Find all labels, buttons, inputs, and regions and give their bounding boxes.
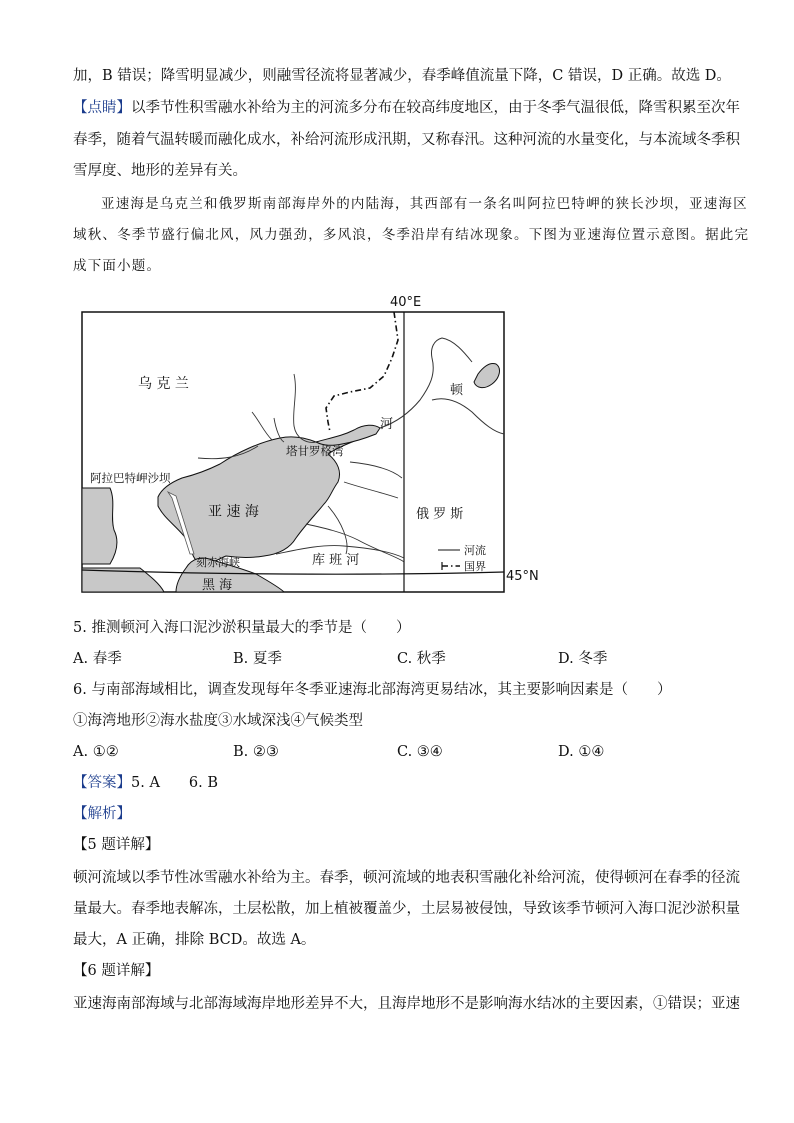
intro-line-3: 成下面小题。 [73, 258, 162, 274]
arabat-label: 阿拉巴特岬沙坝 [90, 471, 171, 485]
detail-5-tag: 【5 题详解】 [73, 837, 160, 853]
tip-line-1 [73, 98, 740, 118]
q5-option-b: B. 夏季 [233, 651, 282, 667]
don-label-1: 顿 [450, 383, 464, 398]
q5-option-c: C. 秋季 [397, 651, 446, 667]
ukraine-label: 乌 克 兰 [138, 376, 189, 392]
azov-sea-map [80, 292, 550, 602]
answer-tag: 【答案】 [73, 775, 131, 791]
tip-tag: 【点睛】 [73, 100, 131, 116]
azov-label: 亚 速 海 [208, 504, 259, 520]
tip-line-2: 春季，随着气温转暖而融化成水，补给河流形成汛期，又称春汛。这种河流的水量变化，与本流域冬季积 [73, 132, 740, 148]
answer-line [73, 773, 218, 793]
q5-option-d: D. 冬季 [558, 651, 608, 667]
russia-label: 俄 罗 斯 [416, 507, 464, 522]
detail-5-line-3: 最大，A 正确，排除 BCD。故选 A。 [73, 932, 316, 948]
question-5: 5. 推测顿河入海口泥沙淤积量最大的季节是（ ） [73, 620, 411, 636]
detail-6-tag: 【6 题详解】 [73, 963, 160, 979]
legend-border-label: 国界 [464, 560, 486, 573]
analysis-tag: 【解析】 [73, 806, 131, 822]
detail-5-line-1: 顿河流域以季节性冰雪融水补给为主。春季，顿河流域的地表积雪融化补给河流，使得顿河在春季的径流 [73, 870, 740, 886]
q6-option-d: D. ①④ [558, 744, 605, 760]
q6-option-c: C. ③④ [397, 744, 443, 760]
lon-label: 40°E [390, 295, 422, 310]
taganrog-label: 塔甘罗格湾 [286, 444, 344, 458]
question-6: 6. 与南部海域相比，调查发现每年冬季亚速海北部海湾更易结冰，其主要影响因素是（ ） [73, 682, 672, 698]
black-sea-label: 黑 海 [202, 578, 233, 593]
detail-6-line-1: 亚速海南部海域与北部海域海岸地形差异不大，且海岸地形不是影响海水结冰的主要因素，①错误；亚速 [73, 996, 740, 1012]
q5-option-a: A. 春季 [73, 651, 122, 667]
detail-5-line-2: 量最大。春季地表解冻，土层松散，加上植被覆盖少，土层易被侵蚀，导致该季节顿河入海口泥沙淤积量 [73, 901, 740, 917]
intro-line-1: 亚速海是乌克兰和俄罗斯南部海岸外的内陆海，其西部有一条名叫阿拉巴特岬的狭长沙坝，亚速海区 [101, 196, 748, 212]
tip-text: 以季节性积雪融水补给为主的河流多分布在较高纬度地区，由于冬季气温很低，降雪积累至次年 [131, 100, 740, 116]
sivash-shape [82, 488, 117, 564]
legend-river-label: 河流 [464, 544, 486, 557]
answer-text: 5. A 6. B [131, 775, 219, 791]
q6-option-b: B. ②③ [233, 744, 279, 760]
intro-line-2: 域秋、冬季节盛行偏北风，风力强劲，多风浪，冬季沿岸有结冰现象。下图为亚速海位置示意图。据此完 [73, 227, 750, 243]
lat-label: 45°N [506, 569, 539, 584]
don-label-2: 河 [380, 417, 394, 432]
tip-line-3: 雪厚度、地形的差异有关。 [73, 163, 247, 179]
kuban-label: 库 班 河 [312, 553, 360, 568]
q6-option-a: A. ①② [73, 744, 119, 760]
q6-items: ①海湾地形②海水盐度③水域深浅④气候类型 [73, 713, 363, 729]
paragraph-line-1: 加，B 错误；降雪明显减少，则融雪径流将显著减少，春季峰值流量下降，C 错误，D 正确。故选 D。 [73, 68, 731, 84]
kerch-label: 刻赤海峡 [196, 556, 240, 569]
